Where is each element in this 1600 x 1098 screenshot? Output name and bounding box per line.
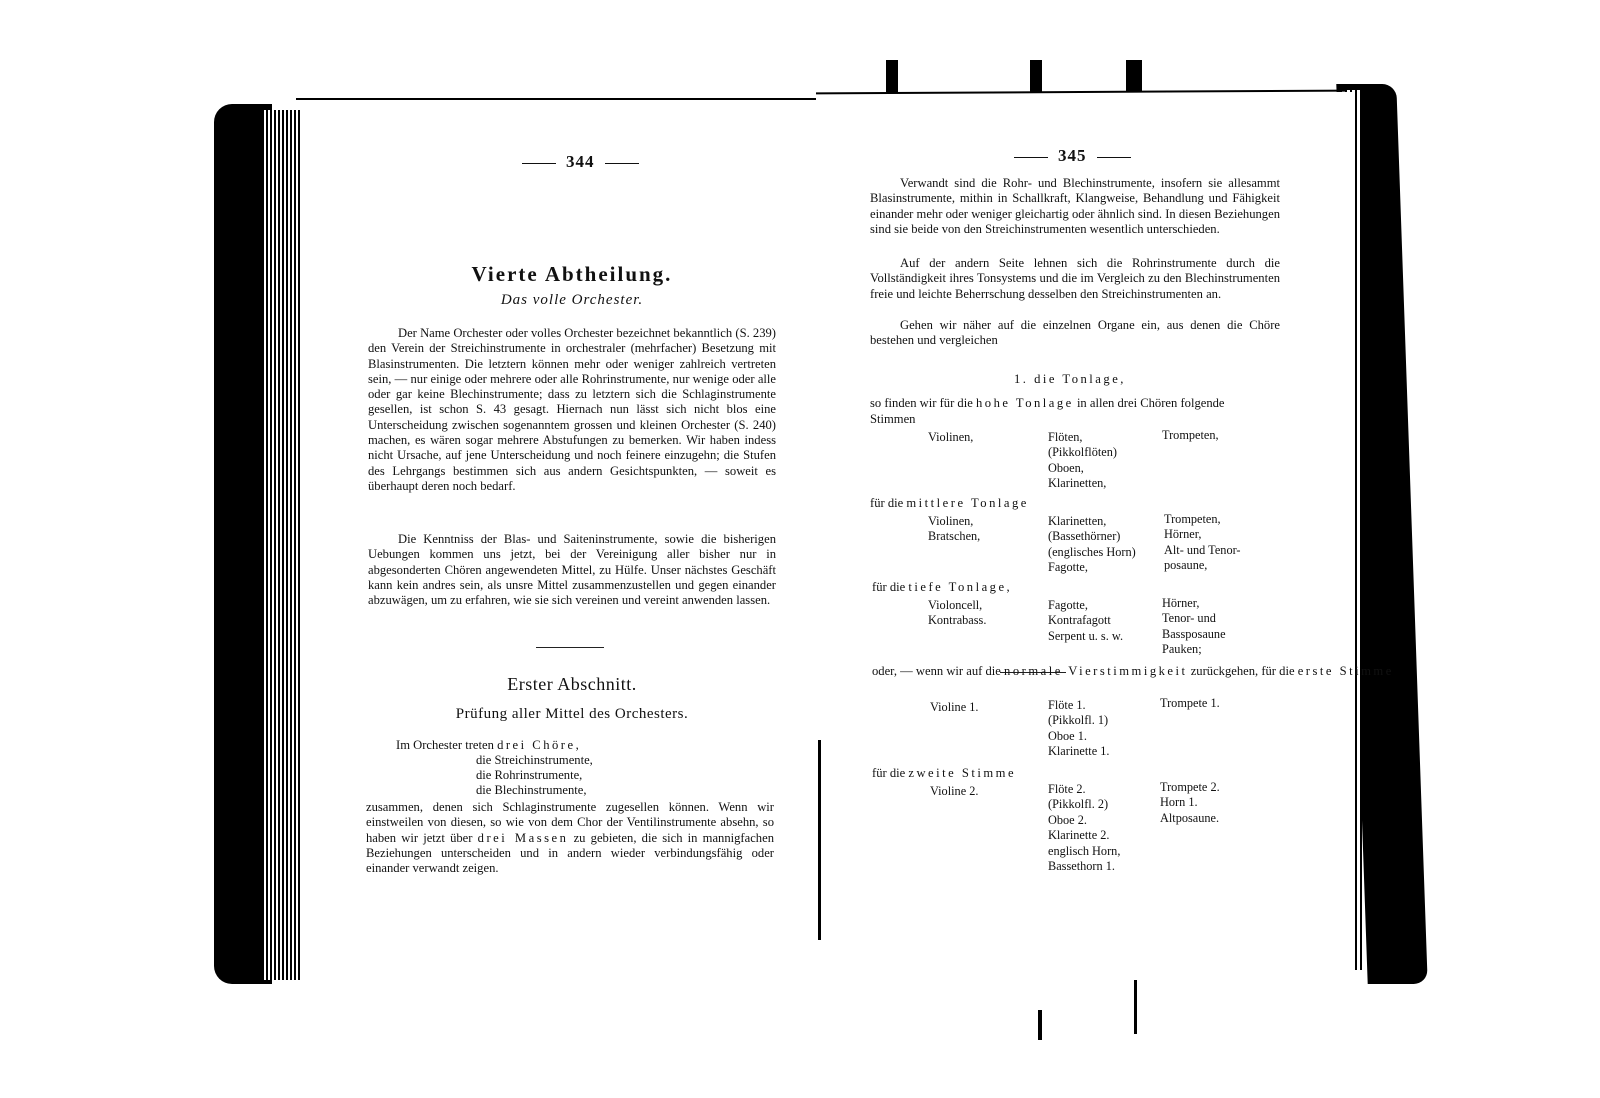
register-intro: für die tiefe Tonlage, [872,580,1013,594]
strings-column: Violinen, [928,430,974,444]
four-part-intro: oder, — wenn wir auf die normale Vierstimmigkeit zurückgehen, für die erste Stimme [872,664,1394,678]
brass-column: Trompeten, Hörner, Alt- und Tenor- posaune, [1164,512,1241,573]
winds-column: Klarinetten, (Bassethörner) (englisches Horn) Fagotte, [1048,514,1136,575]
strings-column: Violine 1. [930,700,979,714]
winds-column: Flöten, (Pikkolflöten) Oboen, Klarinetten, [1048,430,1117,491]
intro-paragraph: Der Name Orchester oder volles Orchester bezeichnet bekanntlich (S. 239) den Verein der Streichinstrumente in orchestraler (mehrfacher) Besetzung mit Blasinstrumenten. Die letztern können mehr oder weniger zahlreich vertreten sein, — nur einige oder mehrere oder alle Rohrinstrumente, nur wenige oder alle oder gar keine Blechinstrumente; dass zu letztern sich die Schlaginstrumente gesellen, ist schon S. 43 gesagt. Hiernach nun lässt sich nicht blos eine Unterscheidung zwischen sogenanntem grossen und kleinen Orchester (S. 240) machen, es wären sogar mehrere Abstufungen zu bemerken. Wir haben indess nicht Ursache, auf jene Unterscheidung und noch feinere einzugehn; die Stufen des Lehrgangs bestimmen sich aus andern Gesichtspunkten, — soweit es überhaupt deren noch bedarf. [368,326,776,493]
register-intro: für die zweite Stimme [872,766,1017,780]
scan-mark [1134,980,1137,1034]
page-stack-left [262,110,302,980]
register-intro: für die mittlere Tonlage [870,496,1029,510]
winds-column: Fagotte, Kontrafagott Serpent u. s. w. [1048,598,1124,643]
divider [536,647,604,648]
page-number: 344 [512,152,649,172]
brass-column: Trompete 1. [1160,696,1220,710]
gutter-shadow [818,740,821,940]
strings-column: Violinen, Bratschen, [928,514,981,544]
paragraph: Auf der andern Seite lehnen sich die Rohrinstrumente durch die Vollständigkeit ihres Tonsystems und die im Vergleich zu den Blechinstrumenten freie und leichte Beherrschung desselben den Streichinstrumenten an. [870,256,1280,301]
strings-column: Violine 2. [930,784,979,798]
choir-list-item: die Rohrinstrumente, [476,768,583,782]
brass-column: Trompete 2. Horn 1. Altposaune. [1160,780,1220,825]
closing-paragraph: zusammen, denen sich Schlaginstrumente zugesellen können. Wenn wir einstweilen von diesen, so wie von dem Chor der Ventilinstrumente absehn, so haben wir jetzt über drei Massen zu gebieten, die sich in mannigfachen Beziehungen unterscheiden und in andern wieder verbindungsfähig oder einander verwandt zeigen. [366,800,774,876]
subsection-title: Erster Abschnitt. [507,674,637,694]
subsection-subtitle: Prüfung aller Mittel des Orchesters. [455,706,689,722]
paragraph: Verwandt sind die Rohr- und Blechinstrumente, insofern sie allesammt Blasinstrumente, mithin in Schallkraft, Klangweise, Behandlung und Fähigkeit einander mehr oder weniger gleichartig oder ähnlich sind. In diesen Beziehungen sind sie beide von den Streichinstrumenten wesentlich unterschieden. [870,176,1280,236]
list-heading: 1. die Tonlage, [1014,372,1126,386]
page-number: 345 [1004,146,1141,166]
winds-column: Flöte 2. (Pikkolfl. 2) Oboe 2. Klarinette 2. englisch Horn, Bassethorn 1. [1048,782,1121,874]
paragraph: Gehen wir näher auf die einzelnen Organe ein, aus denen die Chöre bestehen und vergleichen [870,318,1280,348]
scan-mark [1038,1010,1042,1040]
strings-column: Violoncell, Kontrabass. [928,598,987,628]
intro-paragraph: Die Kenntniss der Blas- und Saiteninstrumente, sowie die bisherigen Uebungen kommen uns jetzt, bei der Vereinigung aller bisher nur in abgesonderten Chören angewendeten Mittel, zu Hülfe. Unser nächstes Geschäft kann kein andres sein, als unsre Mittel zusammenzustellen und gegen einander abzuwägen, um zu erfahren, wie sie sich vereinen und vereint anwenden lassen. [368,532,776,608]
register-intro: Stimmen [870,412,916,426]
section-subtitle: Das volle Orchester. [500,292,644,308]
choir-list-item: die Streichinstrumente, [476,753,593,767]
choir-intro: Im Orchester treten drei Chöre, [396,738,579,752]
choir-list-item: die Blechinstrumente, [476,783,587,797]
brass-column: Hörner, Tenor- und Bassposaune Pauken; [1162,596,1226,657]
section-title: Vierte Abtheilung. [471,262,673,286]
winds-column: Flöte 1. (Pikkolfl. 1) Oboe 1. Klarinette 1. [1048,698,1110,759]
register-intro: so finden wir für die hohe Tonlage in allen drei Chören folgende [870,396,1225,410]
page-edge [296,98,816,100]
brass-column: Trompeten, [1162,428,1219,442]
